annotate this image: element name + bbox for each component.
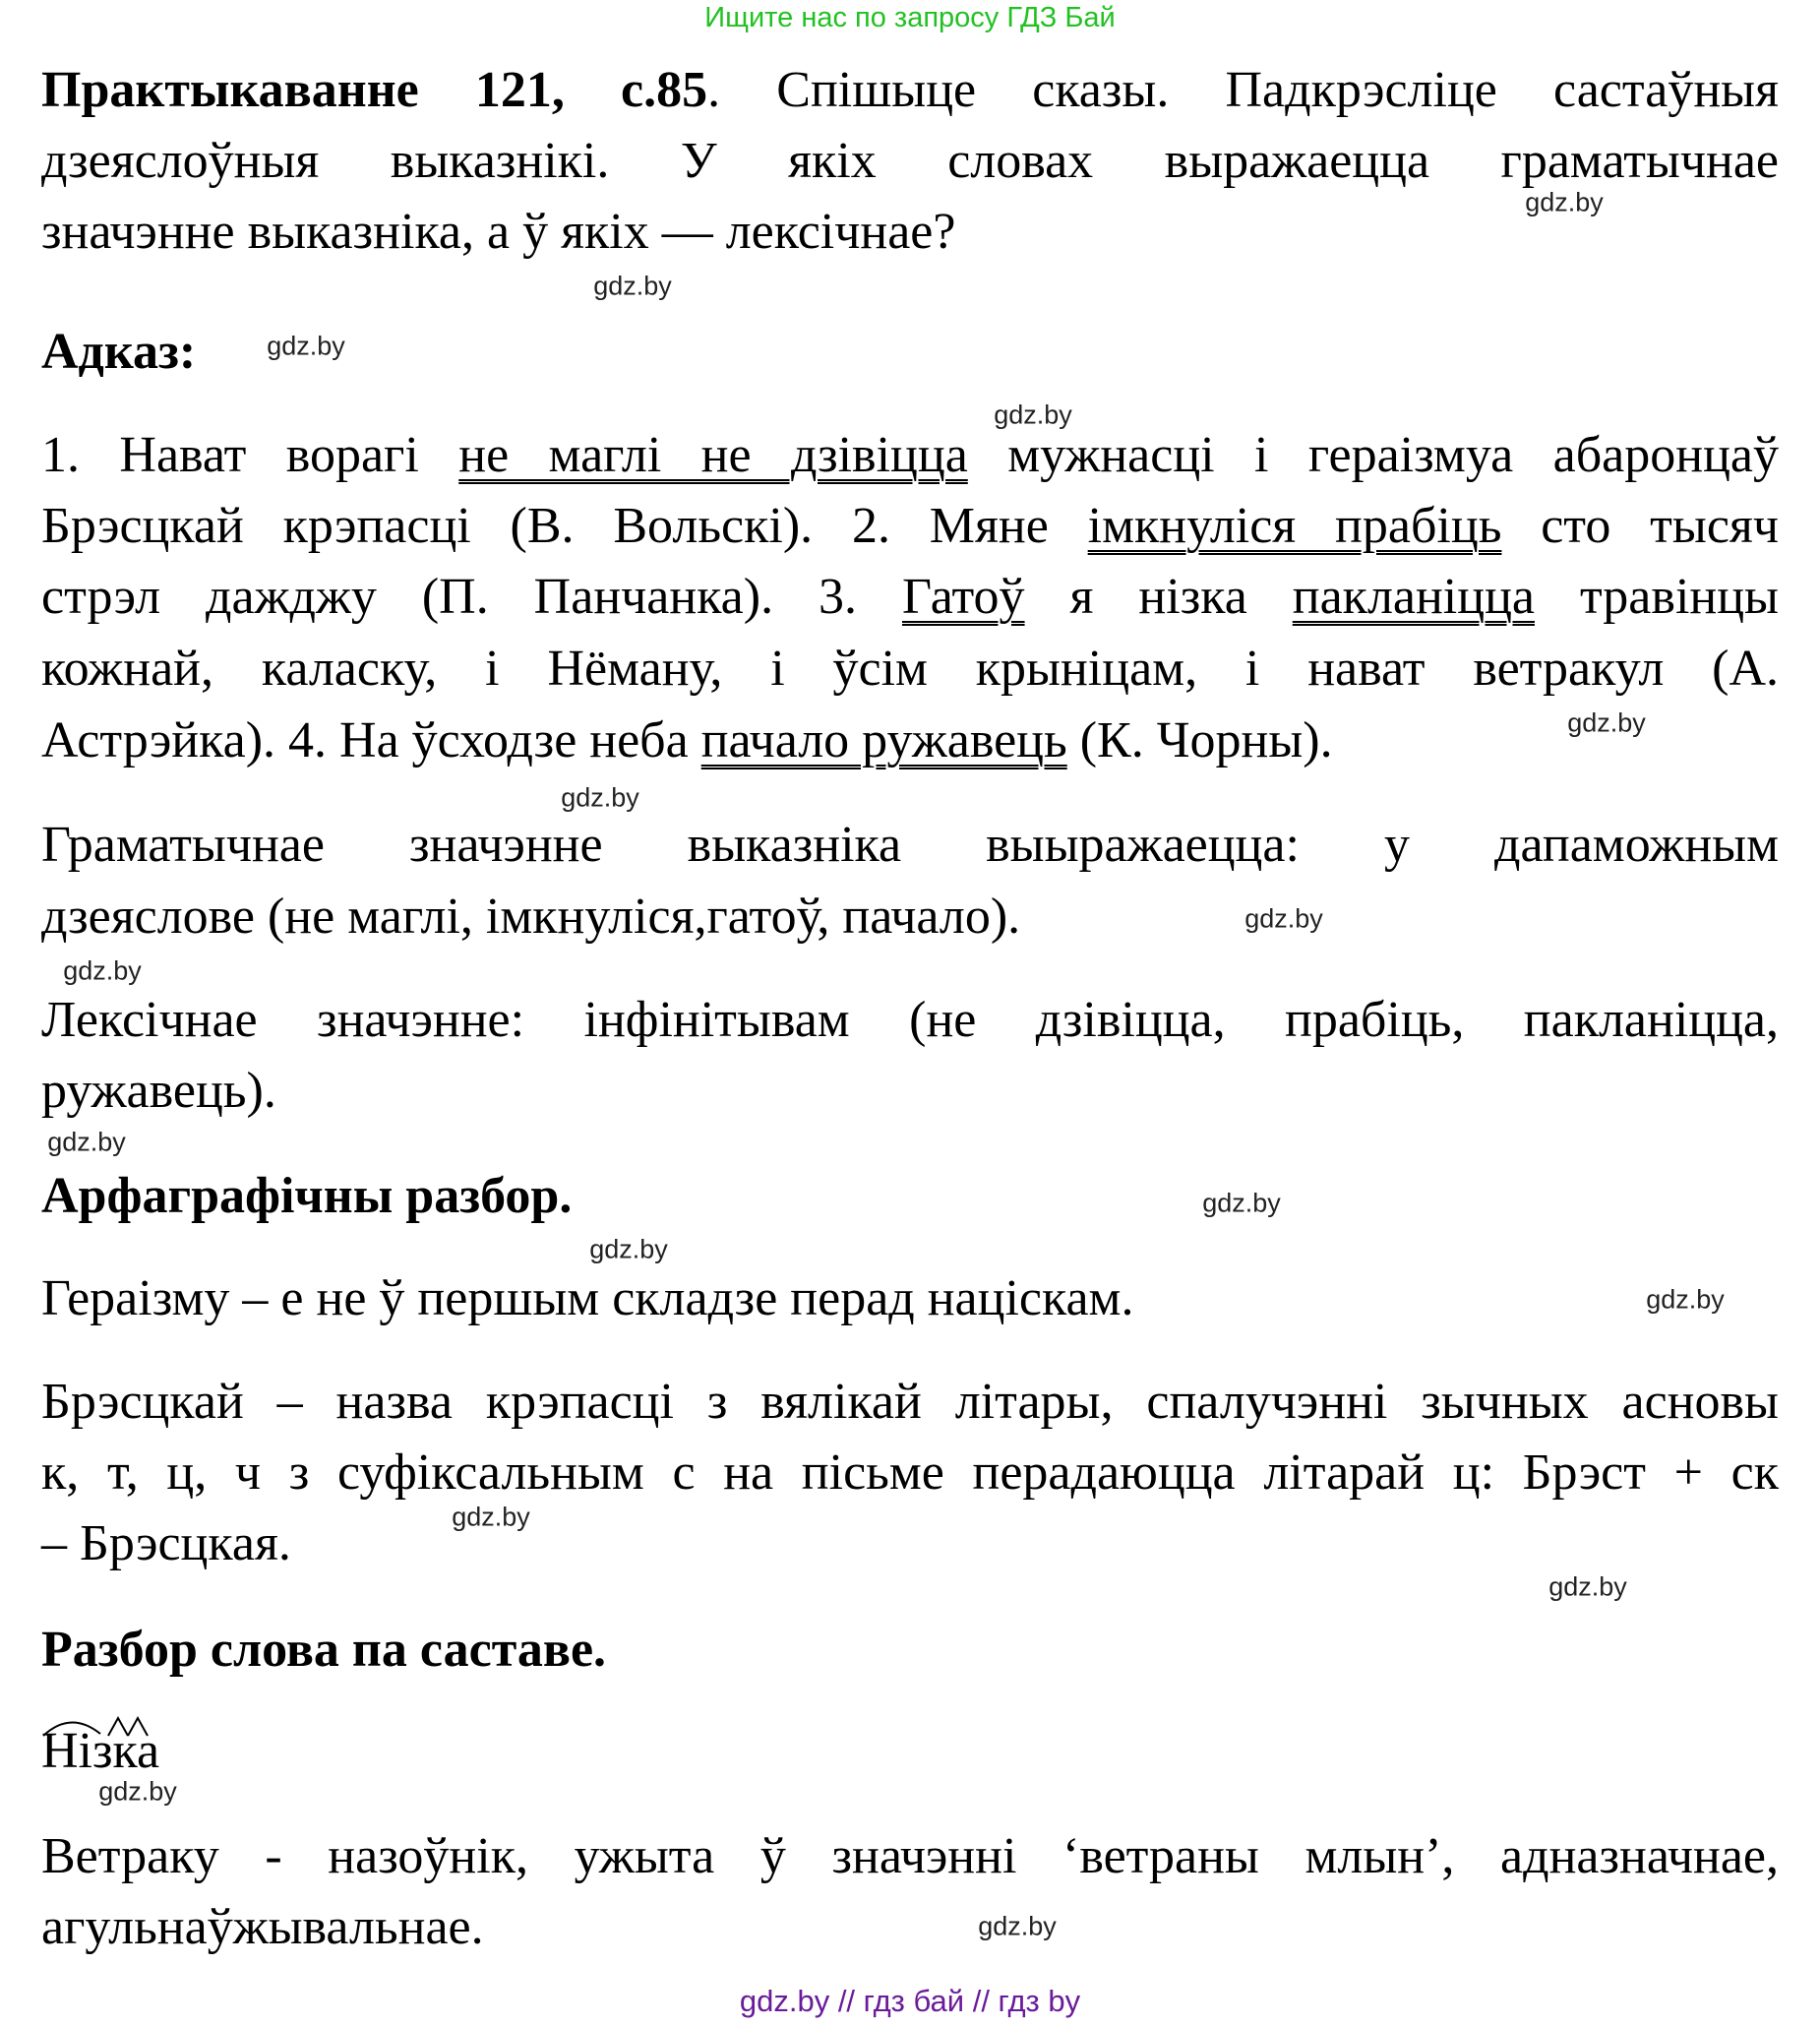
lexical-analysis-line-2: агульнаўжывальнае. (41, 1899, 484, 1955)
watermark: gdz.by (267, 331, 345, 361)
watermark: gdz.by (1202, 1188, 1281, 1218)
text: 1. Нават ворагі (41, 427, 459, 483)
watermark: gdz.by (978, 1911, 1057, 1941)
text: Брэсцкай крэпасці (В. Вольскі). 2. Мяне (41, 498, 1088, 554)
watermark: gdz.by (994, 399, 1072, 430)
watermark: gdz.by (452, 1502, 530, 1532)
underlined-predicate: імкнуліся прабіць (1087, 498, 1502, 554)
underlined-predicate: Гатоў (902, 569, 1025, 625)
underlined-predicate: пакланіцца (1292, 569, 1535, 625)
lexical-line-1: Лексічнае значэнне: інфінітывам (не дзівіцца, прабіць, пакланіцца, (41, 992, 1779, 1048)
watermark: gdz.by (1548, 1571, 1627, 1602)
text: (К. Чорны). (1066, 712, 1333, 768)
morphemic-word-text: Нізка (41, 1723, 160, 1779)
orthography-item-1: Гераізму – е не ў першым складзе перад націскам. (41, 1270, 1134, 1326)
watermark: gdz.by (98, 1776, 177, 1807)
underlined-predicate: пачало ружавець (700, 712, 1067, 768)
text: Астрэйка). 4. На ўсходзе неба (41, 712, 701, 768)
task-line-1 (41, 55, 1779, 126)
watermark: gdz.by (63, 955, 142, 986)
footer-links[interactable]: gdz.by // гдз бай // гдз by (739, 1984, 1081, 2018)
task-line-3: значэнне выказніка, а ў якіх — лексічнае? (41, 204, 956, 260)
watermark: gdz.by (1244, 903, 1323, 934)
para1-line-4: кожнай, каласку, і Нёману, і ўсім крыніцам, і нават ветракул (А. (41, 641, 1779, 697)
text: сто тысяч (1501, 498, 1779, 554)
watermark: gdz.by (561, 782, 639, 813)
watermark: gdz.by (47, 1127, 126, 1157)
task-title: Практыкаванне 121, с.85 (41, 62, 708, 118)
lexical-line-2: ружавець). (41, 1063, 276, 1119)
watermark: gdz.by (593, 271, 672, 301)
orthography-item-2-line-1: Брэсцкай – назва крэпасці з вялікай літары, спалучэнні зычных асновы (41, 1374, 1779, 1430)
task-text: . Спішыце сказы. Падкрэсліце састаўныя (707, 62, 1780, 118)
para1-line-5 (41, 706, 1779, 776)
text: я нізка (1024, 569, 1293, 625)
para1-line-1 (41, 420, 1779, 491)
orthography-item-2-line-3: – Брэсцкая. (41, 1515, 291, 1571)
text: травінцы (1534, 569, 1779, 625)
orthography-item-2-line-2: к, т, ц, ч з суфіксальным с на пісьме перадаюцца літарай ц: Брэст + ск (41, 1444, 1779, 1501)
text: мужнасці і гераізмуа абаронцаў (967, 427, 1779, 483)
watermark: gdz.by (1646, 1284, 1725, 1315)
answer-label: Адказ: (41, 324, 197, 380)
underlined-predicate: не маглі не дзівіцца (458, 427, 968, 483)
para1-line-2 (41, 491, 1779, 562)
watermark: gdz.by (1525, 187, 1604, 217)
grammar-line-2: дзеяслове (не маглі, імкнуліся,гатоў, пачало). (41, 889, 1021, 945)
watermark: gdz.by (1567, 707, 1646, 738)
para1-line-3 (41, 562, 1779, 633)
task-line-2: дзеяслоўныя выказнікі. У якіх словах выражаецца граматычнае (41, 133, 1779, 189)
text: стрэл дажджу (П. Панчанка). 3. (41, 569, 903, 625)
watermark: gdz.by (589, 1234, 668, 1264)
search-hint: Ищите нас по запросу ГДЗ Бай (704, 2, 1116, 33)
morphemic-title: Разбор слова па саставе. (41, 1622, 607, 1678)
lexical-analysis-line-1: Ветраку - назоўнік, ужыта ў значэнні ‘ветраны млын’, адназначнае, (41, 1828, 1779, 1884)
grammar-line-1: Граматычнае значэнне выказніка выыражаецца: у дапаможным (41, 817, 1779, 873)
orthography-title: Арфаграфічны разбор. (41, 1168, 573, 1224)
